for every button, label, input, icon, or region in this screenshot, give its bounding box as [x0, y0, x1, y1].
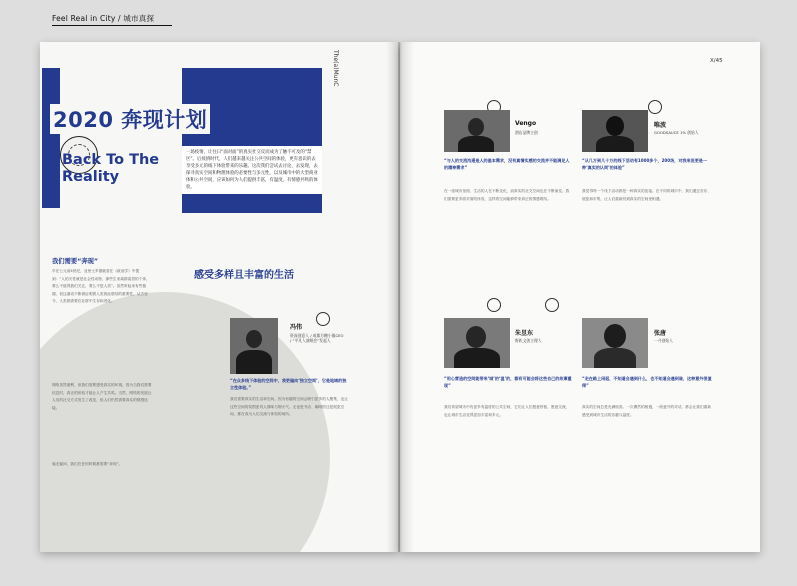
pull-quote: “走在路上闲逛，不知道会遇到什么，也不知道会遇到谁，这种意外很值得” [582, 376, 712, 388]
portrait-photo [582, 318, 648, 368]
portrait-photo [444, 110, 510, 152]
body-paragraph-4: 我们需要真实的生活和空间。因为有趣的空间会吸引更多的人聚集，也让这些空间的氛围更具人情味与烟火气。无论是书店、咖啡馆还是展览空间，都在成为人们交流与体验的场所。 [230, 397, 348, 417]
vertical-label: The(a)MunC [332, 50, 339, 87]
ring-marker [487, 298, 501, 312]
person-name: 朱昱东 [515, 330, 534, 337]
page-number: X/45 [710, 58, 723, 64]
accent-bar [42, 68, 60, 208]
person-name: 张唐 [654, 330, 667, 337]
profile-body: 我觉得每一个线下活动都是一种真实的连接。在不同的城市中，我们通过音乐、展览和市集，让人们重新回到真实的空间里相遇。 [582, 189, 712, 201]
section-heading: 我们需要“奔现” [52, 258, 99, 265]
english-title: Back To The Reality [62, 152, 160, 185]
ring-marker [316, 312, 330, 326]
intro-paragraph: 一场疫情，让往日“面对面”的真实社交反而成为了触不可及的“禁区”。后疫情时代，人们越来越关注公共空间的体验，更有意识的去享受多元的线下体验带来的乐趣。这次我们尝试去讨论，去发现，去探寻真实空间和物理体验的必要性与多元性，以及城市中的大型商业体和公共空间，应该如何为人们提供丰富，有温度，有情感共鸣的体验。 [182, 146, 322, 194]
pull-quote: “用心营造的空间能带来‘城’的‘温’的，都有可能会将这些自己的故事重现” [444, 376, 572, 388]
pull-quote: “从几万到几十万的线下活动有1000多个，200场，对我来说更是一种‘真实的认同’的体验” [582, 158, 707, 170]
ring-marker [648, 100, 662, 114]
decorative-circle [40, 292, 330, 552]
person-role: 野趴文创主理人 [515, 338, 542, 343]
person-name: 唯波 [654, 122, 667, 129]
ring-marker [545, 298, 559, 312]
person-role: GOODSAUCE 1% 创始人 [654, 130, 699, 135]
pull-quote: “与人的交流沟通是人的基本需求，没有真情实感的交流并不能满足人的精神需求” [444, 158, 570, 170]
portrait-photo [444, 318, 510, 368]
header-underline [52, 25, 172, 26]
profile-body: 在一座城市里面，生活的人在不断变化，而真实的社交空间也在不断演变。我们需要更多面对面的体验，这样的空间能够带来真正的情感联结。 [444, 189, 570, 201]
person-name: Vengo [515, 120, 537, 127]
portrait-photo [230, 318, 278, 374]
subheading: 感受多样且丰富的生活 [194, 270, 294, 281]
body-paragraph-1: 早在公元前4世纪，亚里士多德就曾在《政治学》中提到：“人的天性就是社会性动物，那些生来离群索居的个体，要么不值得我们关注，要么不是人类”。虽然听起来有些极端，但这番话不断被证明着人类彼此联结的重要性。从古至今，人类都需要在社群中生存和进化。 [52, 269, 150, 304]
portrait-photo [582, 110, 648, 152]
profile-body: 真实的空间总是充满惊喜。一次偶然的相遇，一段意外的对话，都会让我们重新感受到城市生活的乐趣与温度。 [582, 405, 712, 417]
page-header: Feel Real in City / 城市真探 [52, 14, 155, 23]
person-name: 冯伟 [290, 324, 303, 331]
person-role: 酒店品牌主创 [515, 130, 538, 135]
feature-title: 2020 奔现计划 [50, 104, 210, 134]
pull-quote: “在众多线下体验的空间中，我更偏向‘独立空间’，它是地域的独立性体验。” [230, 378, 347, 390]
person-role: 一介创始人 [654, 338, 673, 343]
body-paragraph-2: 网络虽然便利，但我们需要感受真实的环境。因为当我们需要信息时，真正的体验才能让人产生共鸣。当然，网络的发展让人们的社交方式发生了改变，但人们仍然需要真实的情感连接。 [52, 383, 152, 410]
body-paragraph-3: 毫无疑问，我们在任何时候都需要“奔现”。 [52, 462, 123, 466]
person-role: 资深创意人 / 成都方糖小镇CEO / “平凡人演唱会”发起人 [290, 333, 344, 344]
profile-body: 我们希望城市中有更多有温度的公共空间，它们让人们愿意停留，愿意交流，也让城市生活变得更加丰富和多元。 [444, 405, 570, 417]
